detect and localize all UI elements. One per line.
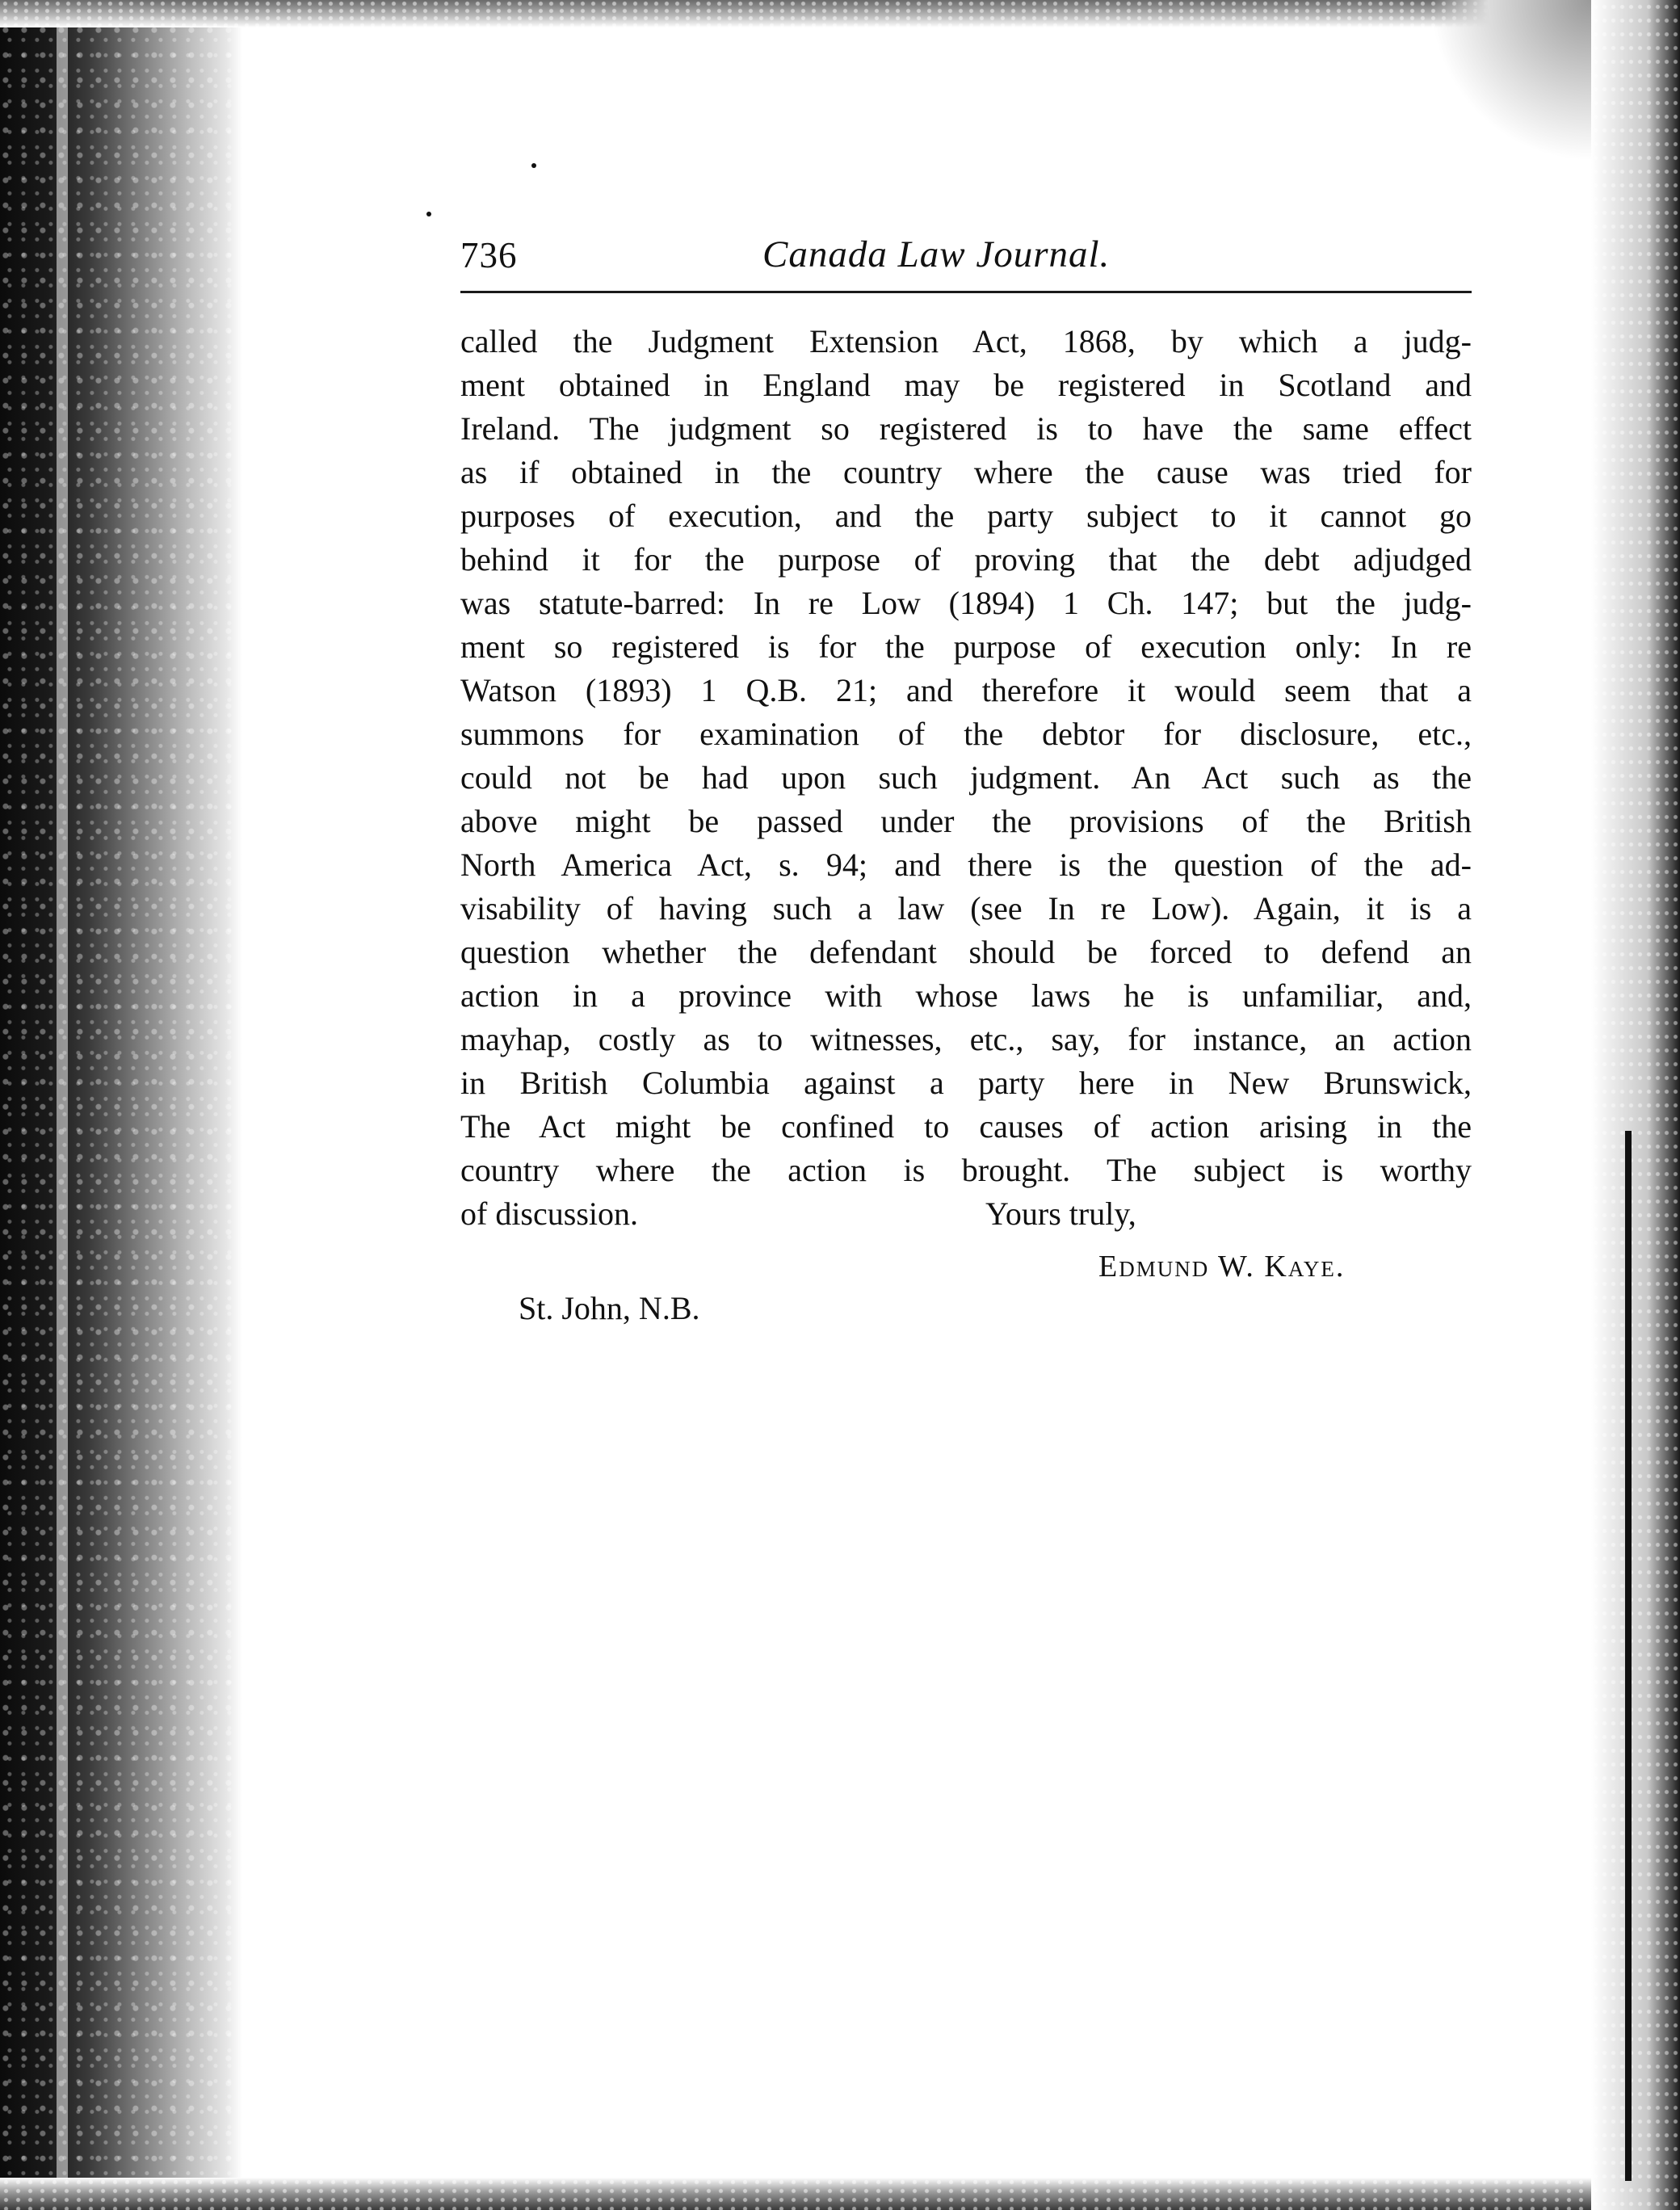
body-line: ment so registered is for the purpose of execution only: In re <box>460 628 1472 665</box>
closing-salutation: Yours truly, <box>985 1195 1136 1232</box>
ink-speck <box>426 212 431 216</box>
body-line: visability of having such a law (see In re Low). Again, it is a <box>460 890 1472 926</box>
body-line: was statute-barred: In re Low (1894) 1 Ch. 147; but the judg- <box>460 585 1472 621</box>
scanned-top-edge <box>0 0 1680 27</box>
header-rule <box>460 291 1472 293</box>
body-line: purposes of execution, and the party subject to it cannot go <box>460 498 1472 534</box>
place-line: St. John, N.B. <box>519 1290 700 1326</box>
body-line: The Act might be confined to causes of action arising in the <box>460 1108 1472 1145</box>
running-head <box>460 229 1470 294</box>
body-line: called the Judgment Extension Act, 1868, by which a judg- <box>460 323 1472 359</box>
body-line: action in a province with whose laws he is unfamiliar, and, <box>460 977 1472 1014</box>
ink-speck <box>531 163 536 168</box>
scanned-binding-edge <box>0 0 242 2210</box>
journal-title: Canada Law Journal. <box>762 233 1111 275</box>
scanned-corner-shadow <box>1430 0 1591 162</box>
body-line: Ireland. The judgment so registered is to have the same effect <box>460 410 1472 447</box>
body-line: summons for examination of the debtor for disclosure, etc., <box>460 716 1472 752</box>
body-line: above might be passed under the provisions of the British <box>460 803 1472 839</box>
scanned-bottom-edge <box>0 2178 1680 2210</box>
body-line: question whether the defendant should be forced to defend an <box>460 934 1472 970</box>
page-number: 736 <box>460 235 518 275</box>
body-line: in British Columbia against a party here in New Brunswick, <box>460 1065 1472 1101</box>
body-line: ment obtained in England may be registered in Scotland and <box>460 367 1472 403</box>
body-line: could not be had upon such judgment. An Act such as the <box>460 759 1472 796</box>
body-line-final <box>460 1192 1472 1236</box>
body-line: as if obtained in the country where the cause was tried for <box>460 454 1472 490</box>
body-line: North America Act, s. 94; and there is the question of the ad- <box>460 847 1472 883</box>
signature: Edmund W. Kaye. <box>1098 1250 1346 1284</box>
scanned-right-shadow <box>1625 1131 1632 2181</box>
final-line-text: of discussion. <box>460 1195 638 1232</box>
body-line: country where the action is brought. The subject is worthy <box>460 1152 1472 1188</box>
body-line: Watson (1893) 1 Q.B. 21; and therefore it would seem that a <box>460 672 1472 708</box>
letter-body <box>460 320 1472 1236</box>
scanned-right-edge <box>1591 0 1680 2210</box>
body-line: behind it for the purpose of proving that the debt adjudged <box>460 541 1472 578</box>
body-line: mayhap, costly as to witnesses, etc., say, for instance, an action <box>460 1021 1472 1057</box>
